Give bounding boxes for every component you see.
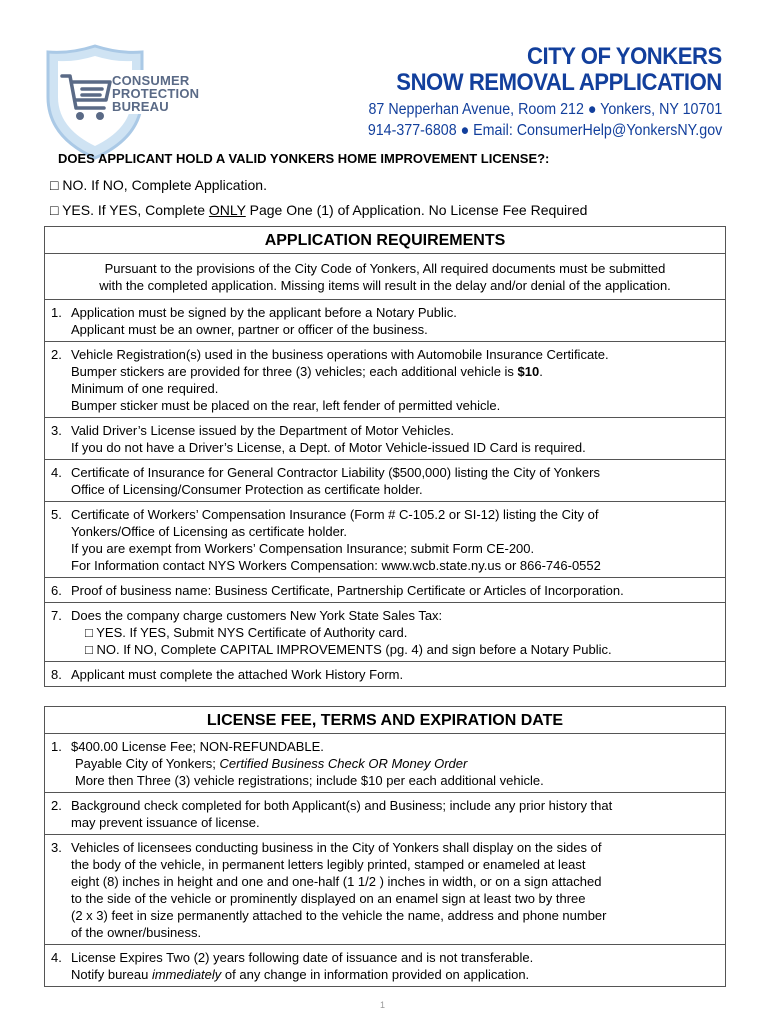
- item-line: For Information contact NYS Workers Compensation: www.wcb.state.ny.us or 866-746-0552: [71, 558, 601, 573]
- item-number: 3.: [51, 423, 62, 438]
- contact-block: [368, 99, 722, 141]
- option-no[interactable]: [50, 177, 267, 193]
- item-line: If you are exempt from Workers’ Compensation Insurance; submit Form CE-200.: [71, 541, 535, 556]
- item-number: 1.: [51, 739, 62, 754]
- requirements-table: [44, 226, 726, 687]
- item-line: Certificate of Workers’ Compensation Insurance (Form # C-105.2 or SI-12) listing the City of: [71, 507, 599, 522]
- item-emphasis: immediately: [151, 967, 222, 982]
- consumer-protection-bureau-logo: [40, 42, 210, 162]
- title-city: CITY OF YONKERS: [527, 43, 722, 70]
- option-yes-label: □ YES. If YES, Complete: [50, 202, 209, 218]
- item-text: Notify bureau: [71, 967, 152, 982]
- item-line: License Expires Two (2) years following date of issuance and is not transferable.: [71, 950, 534, 965]
- fees-heading: LICENSE FEE, TERMS AND EXPIRATION DATE: [45, 707, 725, 734]
- item-line: (2 x 3) feet in size permanently attached to the vehicle the name, address and phone number: [71, 908, 607, 923]
- item-number: 1.: [51, 305, 62, 320]
- item-line: Minimum of one required.: [71, 381, 219, 396]
- requirement-item: [45, 342, 725, 418]
- item-line: [71, 363, 719, 380]
- option-yes-rest: Page One (1) of Application. No License Fee Required: [245, 202, 588, 218]
- item-line: Does the company charge customers New York State Sales Tax:: [71, 608, 443, 623]
- item-line: of the owner/business.: [71, 925, 202, 940]
- item-line: Yonkers/Office of Licensing as certificate holder.: [71, 524, 348, 539]
- sales-tax-no-option[interactable]: □ NO. If NO, Complete CAPITAL IMPROVEMENTS (pg. 4) and sign before a Notary Public.: [85, 642, 612, 657]
- item-line: Applicant must be an owner, partner or officer of the business.: [71, 322, 428, 337]
- requirement-item: [45, 460, 725, 502]
- requirement-item: [45, 418, 725, 460]
- option-no-label: □ NO. If NO, Complete Application.: [50, 177, 267, 193]
- item-number: 2.: [51, 798, 62, 813]
- page-number: 1: [380, 1000, 386, 1010]
- item-line: to the side of the vehicle or prominently displayed on an enamel sign at least two by three: [71, 891, 586, 906]
- item-line: Certificate of Insurance for General Contractor Liability ($500,000) listing the City of Yonkers: [71, 465, 600, 480]
- item-number: 5.: [51, 507, 62, 522]
- requirement-item: [45, 502, 725, 578]
- item-number: 7.: [51, 608, 62, 623]
- item-line: If you do not have a Driver’s License, a Dept. of Motor Vehicle-issued ID Card is required.: [71, 440, 586, 455]
- intro-line: Pursuant to the provisions of the City Code of Yonkers, All required documents must be submitted: [104, 261, 666, 276]
- item-text: Bumper stickers are provided for three (3) vehicles; each additional vehicle is: [71, 364, 518, 379]
- item-line: Vehicles of licensees conducting business in the City of Yonkers shall display on the sides of: [71, 840, 602, 855]
- item-number: 4.: [51, 465, 62, 480]
- logo-text-protection: PROTECTION: [112, 86, 200, 101]
- payment-method: Certified Business Check OR Money Order: [219, 756, 468, 771]
- item-line: Background check completed for both Applicant(s) and Business; include any prior history that: [71, 798, 613, 813]
- item-line: eight (8) inches in height and one and one-half (1 1/2 ) inches in width, or on a sign attached: [71, 874, 602, 889]
- item-number: 3.: [51, 840, 62, 855]
- item-text: .: [539, 364, 543, 379]
- item-number: 4.: [51, 950, 62, 965]
- requirement-item: [45, 603, 725, 662]
- item-number: 6.: [51, 583, 62, 598]
- item-line: Proof of business name: Business Certificate, Partnership Certificate or Articles of Incorporation.: [71, 583, 624, 598]
- item-line: [71, 755, 719, 772]
- requirements-intro: [45, 254, 725, 300]
- item-number: 8.: [51, 667, 62, 682]
- item-line: Valid Driver’s License issued by the Department of Motor Vehicles.: [71, 423, 454, 438]
- item-line: Office of Licensing/Consumer Protection as certificate holder.: [71, 482, 423, 497]
- item-line: may prevent issuance of license.: [71, 815, 260, 830]
- fee-item: [45, 734, 725, 793]
- fee-item: [45, 793, 725, 835]
- item-line: the body of the vehicle, in permanent letters legibly printed, stamped or enameled at least: [71, 857, 586, 872]
- item-line: Vehicle Registration(s) used in the business operations with Automobile Insurance Certificate.: [71, 347, 609, 362]
- requirement-item: [45, 662, 725, 686]
- item-number: 2.: [51, 347, 62, 362]
- sales-tax-yes-option[interactable]: □ YES. If YES, Submit NYS Certificate of Authority card.: [85, 625, 408, 640]
- logo-text-consumer: CONSUMER: [112, 73, 190, 88]
- title-application: SNOW REMOVAL APPLICATION: [396, 69, 722, 96]
- license-question: DOES APPLICANT HOLD A VALID YONKERS HOME IMPROVEMENT LICENSE?:: [58, 151, 550, 166]
- fee-item: [45, 835, 725, 945]
- phone-email-line: 914-377-6808 ● Email: ConsumerHelp@YonkersNY.gov: [367, 122, 722, 139]
- requirements-heading: APPLICATION REQUIREMENTS: [45, 227, 725, 254]
- item-line: Application must be signed by the applicant before a Notary Public.: [71, 305, 457, 320]
- item-text: Payable City of Yonkers;: [75, 756, 220, 771]
- logo-text-bureau: BUREAU: [112, 99, 169, 114]
- fee-amount: $10: [517, 364, 540, 379]
- requirement-item: [45, 578, 725, 603]
- item-line: [71, 966, 719, 983]
- requirement-item: [45, 300, 725, 342]
- item-line: Bumper sticker must be placed on the rear, left fender of permitted vehicle.: [71, 398, 501, 413]
- item-text: of any change in information provided on application.: [221, 967, 530, 982]
- fees-table: [44, 706, 726, 987]
- item-line: More then Three (3) vehicle registrations; include $10 per each additional vehicle.: [75, 773, 544, 788]
- option-yes-only: ONLY: [208, 202, 246, 218]
- item-line: $400.00 License Fee; NON-REFUNDABLE.: [71, 739, 324, 754]
- fee-item: [45, 945, 725, 986]
- address-line: 87 Nepperhan Avenue, Room 212 ● Yonkers, NY 10701: [368, 101, 722, 118]
- intro-line: with the completed application. Missing items will result in the delay and/or denial of the application.: [99, 278, 671, 293]
- option-yes[interactable]: [50, 202, 587, 218]
- page-title: [397, 44, 722, 96]
- item-line: Applicant must complete the attached Work History Form.: [71, 667, 404, 682]
